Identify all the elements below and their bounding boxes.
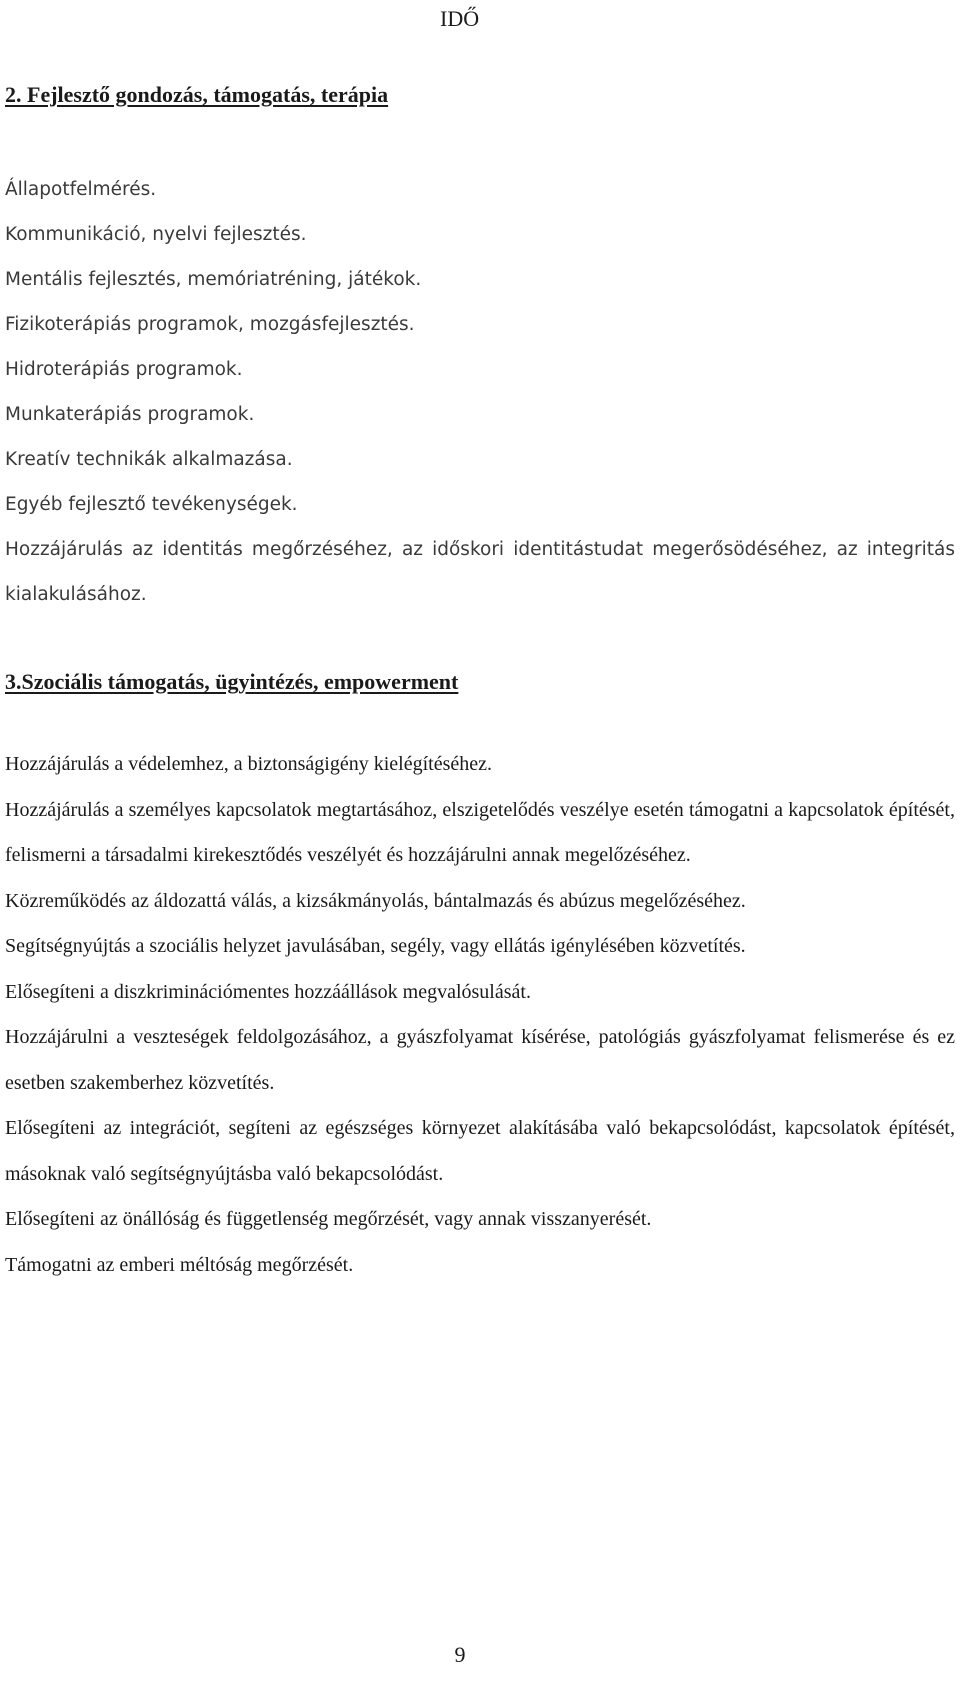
list-item: Elősegíteni az önállóság és függetlenség megőrzését, vagy annak visszanyerését. <box>5 1208 652 1230</box>
list-item: Mentális fejlesztés, memóriatréning, játékok. <box>5 269 422 290</box>
list-item: Hidroterápiás programok. <box>5 359 243 380</box>
list-item: Támogatni az emberi méltóság megőrzését. <box>5 1253 354 1276</box>
section-3-heading: 3.Szociális támogatás, ügyintézés, empowerment <box>5 669 459 694</box>
list-item: Segítségnyújtás a szociális helyzet javulásában, segély, vagy ellátás igénylésében közvetítés. <box>5 935 746 957</box>
list-item: Kommunikáció, nyelvi fejlesztés. <box>5 224 307 245</box>
list-item: Hozzájárulás a védelemhez, a biztonságigény kielégítéséhez. <box>5 753 492 775</box>
page-number-text: 9 <box>454 1642 466 1667</box>
list-item: Elősegíteni az integrációt, segíteni az egészséges környezet alakításába való bekapcsolódást, kapcsolatok építését, másoknak való segítségnyújtásba való bekapcsolódást. <box>5 1117 955 1185</box>
list-item: Munkaterápiás programok. <box>5 404 255 425</box>
list-item: Hozzájárulni a veszteségek feldolgozásához, a gyászfolyamat kísérése, patológiás gyászfolyamat felismerése és ez esetben szakemberhez közvetítés. <box>5 1026 955 1094</box>
list-item: Kreatív technikák alkalmazása. <box>5 449 293 470</box>
list-item: Közreműködés az áldozattá válás, a kizsákmányolás, bántalmazás és abúzus megelőzéséhez. <box>5 889 746 912</box>
list-item: Állapotfelmérés. <box>5 179 157 200</box>
list-item: Hozzájárulás az identitás megőrzéséhez, az időskori identitástudat megerősödéséhez, az integritás kialakulásához. <box>5 539 955 605</box>
list-item: Elősegíteni a diszkriminációmentes hozzáállások megvalósulását. <box>5 980 531 1003</box>
list-item: Egyéb fejlesztő tevékenységek. <box>5 494 298 515</box>
section-2-list <box>5 167 955 617</box>
list-item: Fizikoterápiás programok, mozgásfejlesztés. <box>5 314 415 335</box>
list-item: Hozzájárulás a személyes kapcsolatok megtartásához, elszigetelődés veszélye esetén támogatni a kapcsolatok építését, felismerni a társadalmi kirekesztődés veszélyét és hozzájárulni annak megelőzéséhez. <box>5 798 955 866</box>
section-2-heading: 2. Fejlesztő gondozás, támogatás, terápia <box>5 82 389 107</box>
section-3-list <box>5 742 955 1288</box>
page-number <box>0 1640 960 1670</box>
running-header: IDŐ <box>440 6 480 31</box>
